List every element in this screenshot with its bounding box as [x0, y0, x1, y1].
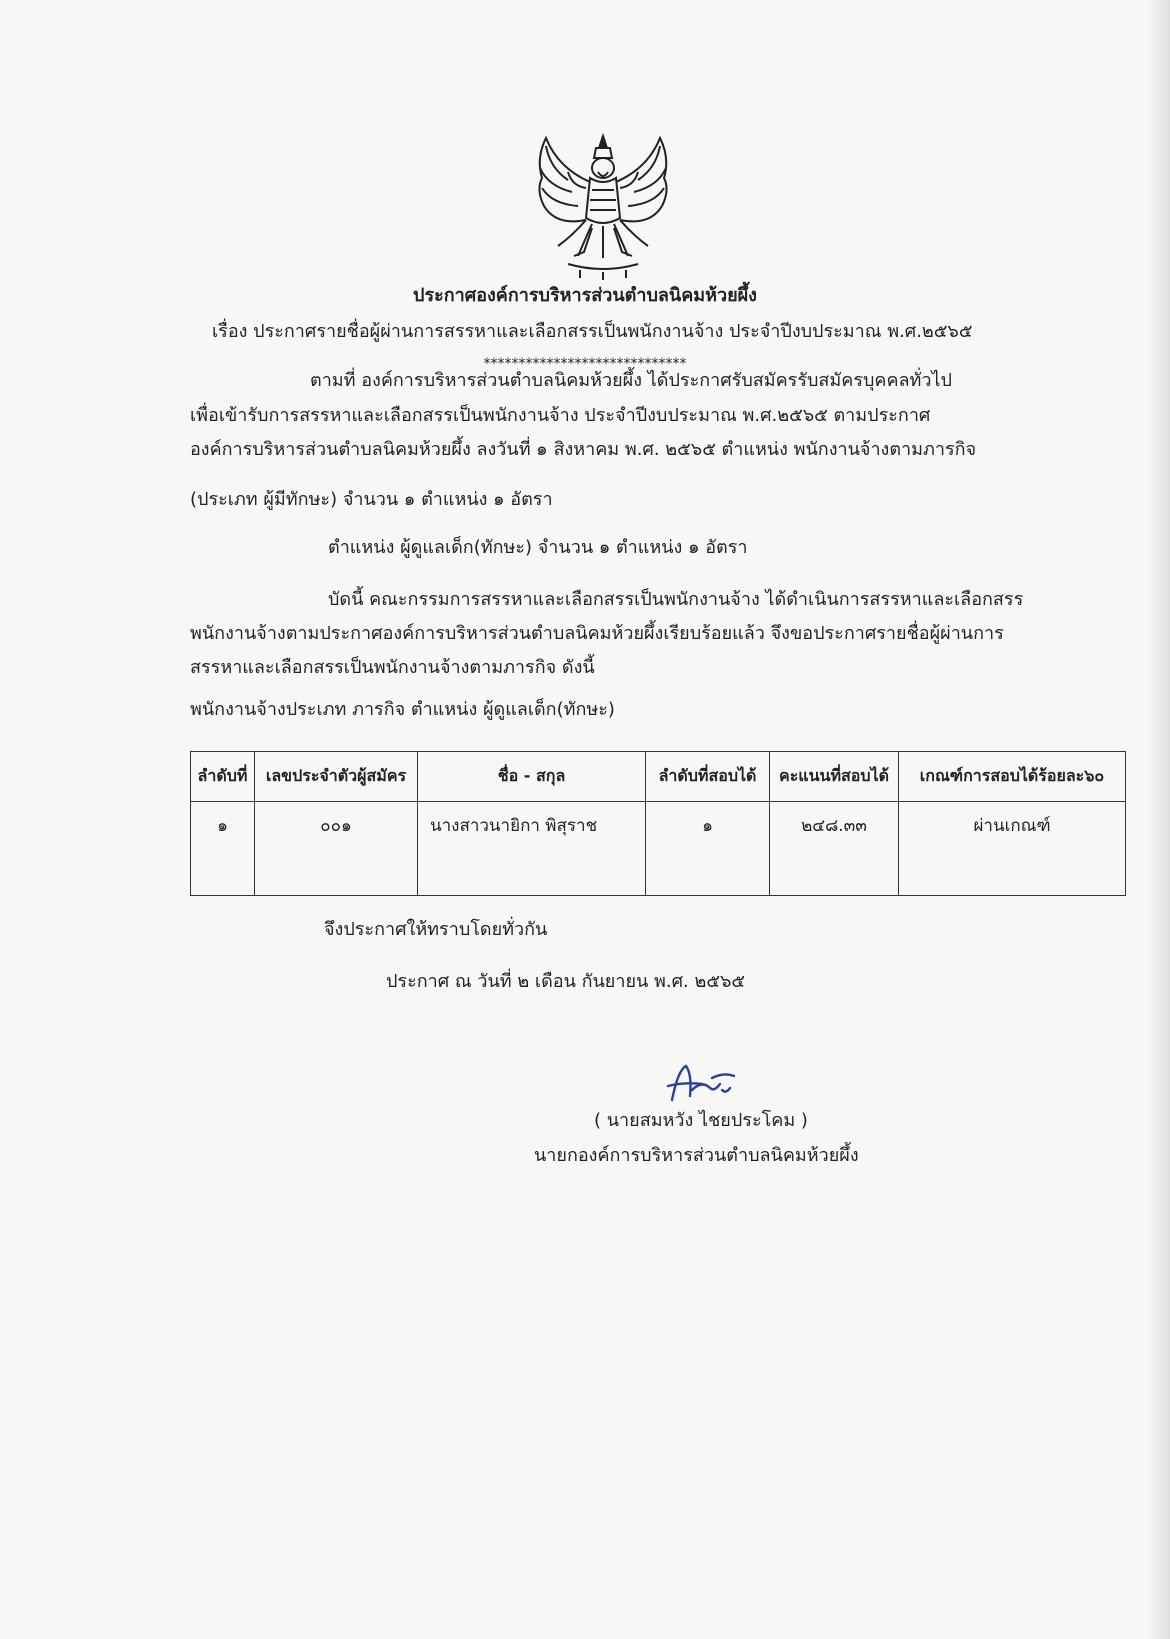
order-cell: ๑	[191, 802, 255, 896]
paragraph-1-line-2: เพื่อเข้ารับการสรรหาและเลือกสรรเป็นพนักงานจ้าง ประจำปีงบประมาณ พ.ศ.๒๕๖๕ ตามประกาศ	[190, 405, 931, 426]
closing-announcement: จึงประกาศให้ทราบโดยทั่วกัน	[324, 919, 548, 940]
full-name-cell: นางสาวนายิกา พิสุราช	[418, 802, 646, 896]
signature-image	[662, 1060, 742, 1106]
announcement-title: ประกาศองค์การบริหารส่วนตำบลนิคมห้วยผึ้ง	[413, 285, 757, 306]
table-row	[191, 802, 1126, 896]
column-header: ลำดับที่สอบได้	[646, 752, 770, 802]
signer-title: นายกองค์การบริหารส่วนตำบลนิคมห้วยผึ้ง	[534, 1145, 859, 1166]
position-line: ตำแหน่ง ผู้ดูแลเด็ก(ทักษะ) จำนวน ๑ ตำแหน่ง ๑ อัตรา	[328, 537, 748, 558]
exam-rank-cell: ๑	[646, 802, 770, 896]
criteria-result-cell: ผ่านเกณฑ์	[899, 802, 1126, 896]
paragraph-1-line-1: ตามที่ องค์การบริหารส่วนตำบลนิคมห้วยผึ้ง ได้ประกาศรับสมัครรับสมัครบุคคลทั่วไป	[310, 370, 952, 391]
announcement-date: ประกาศ ณ วันที่ ๒ เดือน กันยายน พ.ศ. ๒๕๖๕	[386, 971, 746, 992]
column-header: เลขประจำตัวผู้สมัคร	[255, 752, 418, 802]
paragraph-2-line-3: สรรหาและเลือกสรรเป็นพนักงานจ้างตามภารกิจ ดังนี้	[190, 657, 595, 678]
column-header: เกณฑ์การสอบได้ร้อยละ๖๐	[899, 752, 1126, 802]
page-edge-shadow	[1148, 0, 1170, 1639]
paragraph-1-line-4: (ประเภท ผู้มีทักษะ) จำนวน ๑ ตำแหน่ง ๑ อัตรา	[190, 489, 553, 510]
score-cell: ๒๔๘.๓๓	[770, 802, 899, 896]
column-header: ลำดับที่	[191, 752, 255, 802]
employee-type-line: พนักงานจ้างประเภท ภารกิจ ตำแหน่ง ผู้ดูแลเด็ก(ทักษะ)	[190, 699, 615, 720]
paragraph-2-line-2: พนักงานจ้างตามประกาศองค์การบริหารส่วนตำบลนิคมห้วยผึ้งเรียบร้อยแล้ว จึงขอประกาศรายชื่อผู้ผ่านการ	[190, 623, 1004, 644]
column-header: คะแนนที่สอบได้	[770, 752, 899, 802]
column-header: ชื่อ - สกุล	[418, 752, 646, 802]
paragraph-1-line-3: องค์การบริหารส่วนตำบลนิคมห้วยผึ้ง ลงวันที่ ๑ สิงหาคม พ.ศ. ๒๕๖๕ ตำแหน่ง พนักงานจ้างตามภารกิจ	[190, 439, 977, 460]
paragraph-2-line-1: บัดนี้ คณะกรรมการสรรหาและเลือกสรรเป็นพนักงานจ้าง ได้ดำเนินการสรรหาและเลือกสรร	[328, 589, 1024, 610]
results-table	[190, 751, 1126, 896]
separator-line: *****************************	[483, 356, 687, 372]
garuda-emblem-icon	[528, 128, 678, 280]
announcement-subject: เรื่อง ประกาศรายชื่อผู้ผ่านการสรรหาและเลือกสรรเป็นพนักงานจ้าง ประจำปีงบประมาณ พ.ศ.๒๕๖๕	[212, 321, 973, 342]
signer-name: ( นายสมหวัง ไชยประโคม )	[594, 1110, 808, 1131]
applicant-id-cell: ๐๐๑	[255, 802, 418, 896]
table-header-row	[191, 752, 1126, 802]
